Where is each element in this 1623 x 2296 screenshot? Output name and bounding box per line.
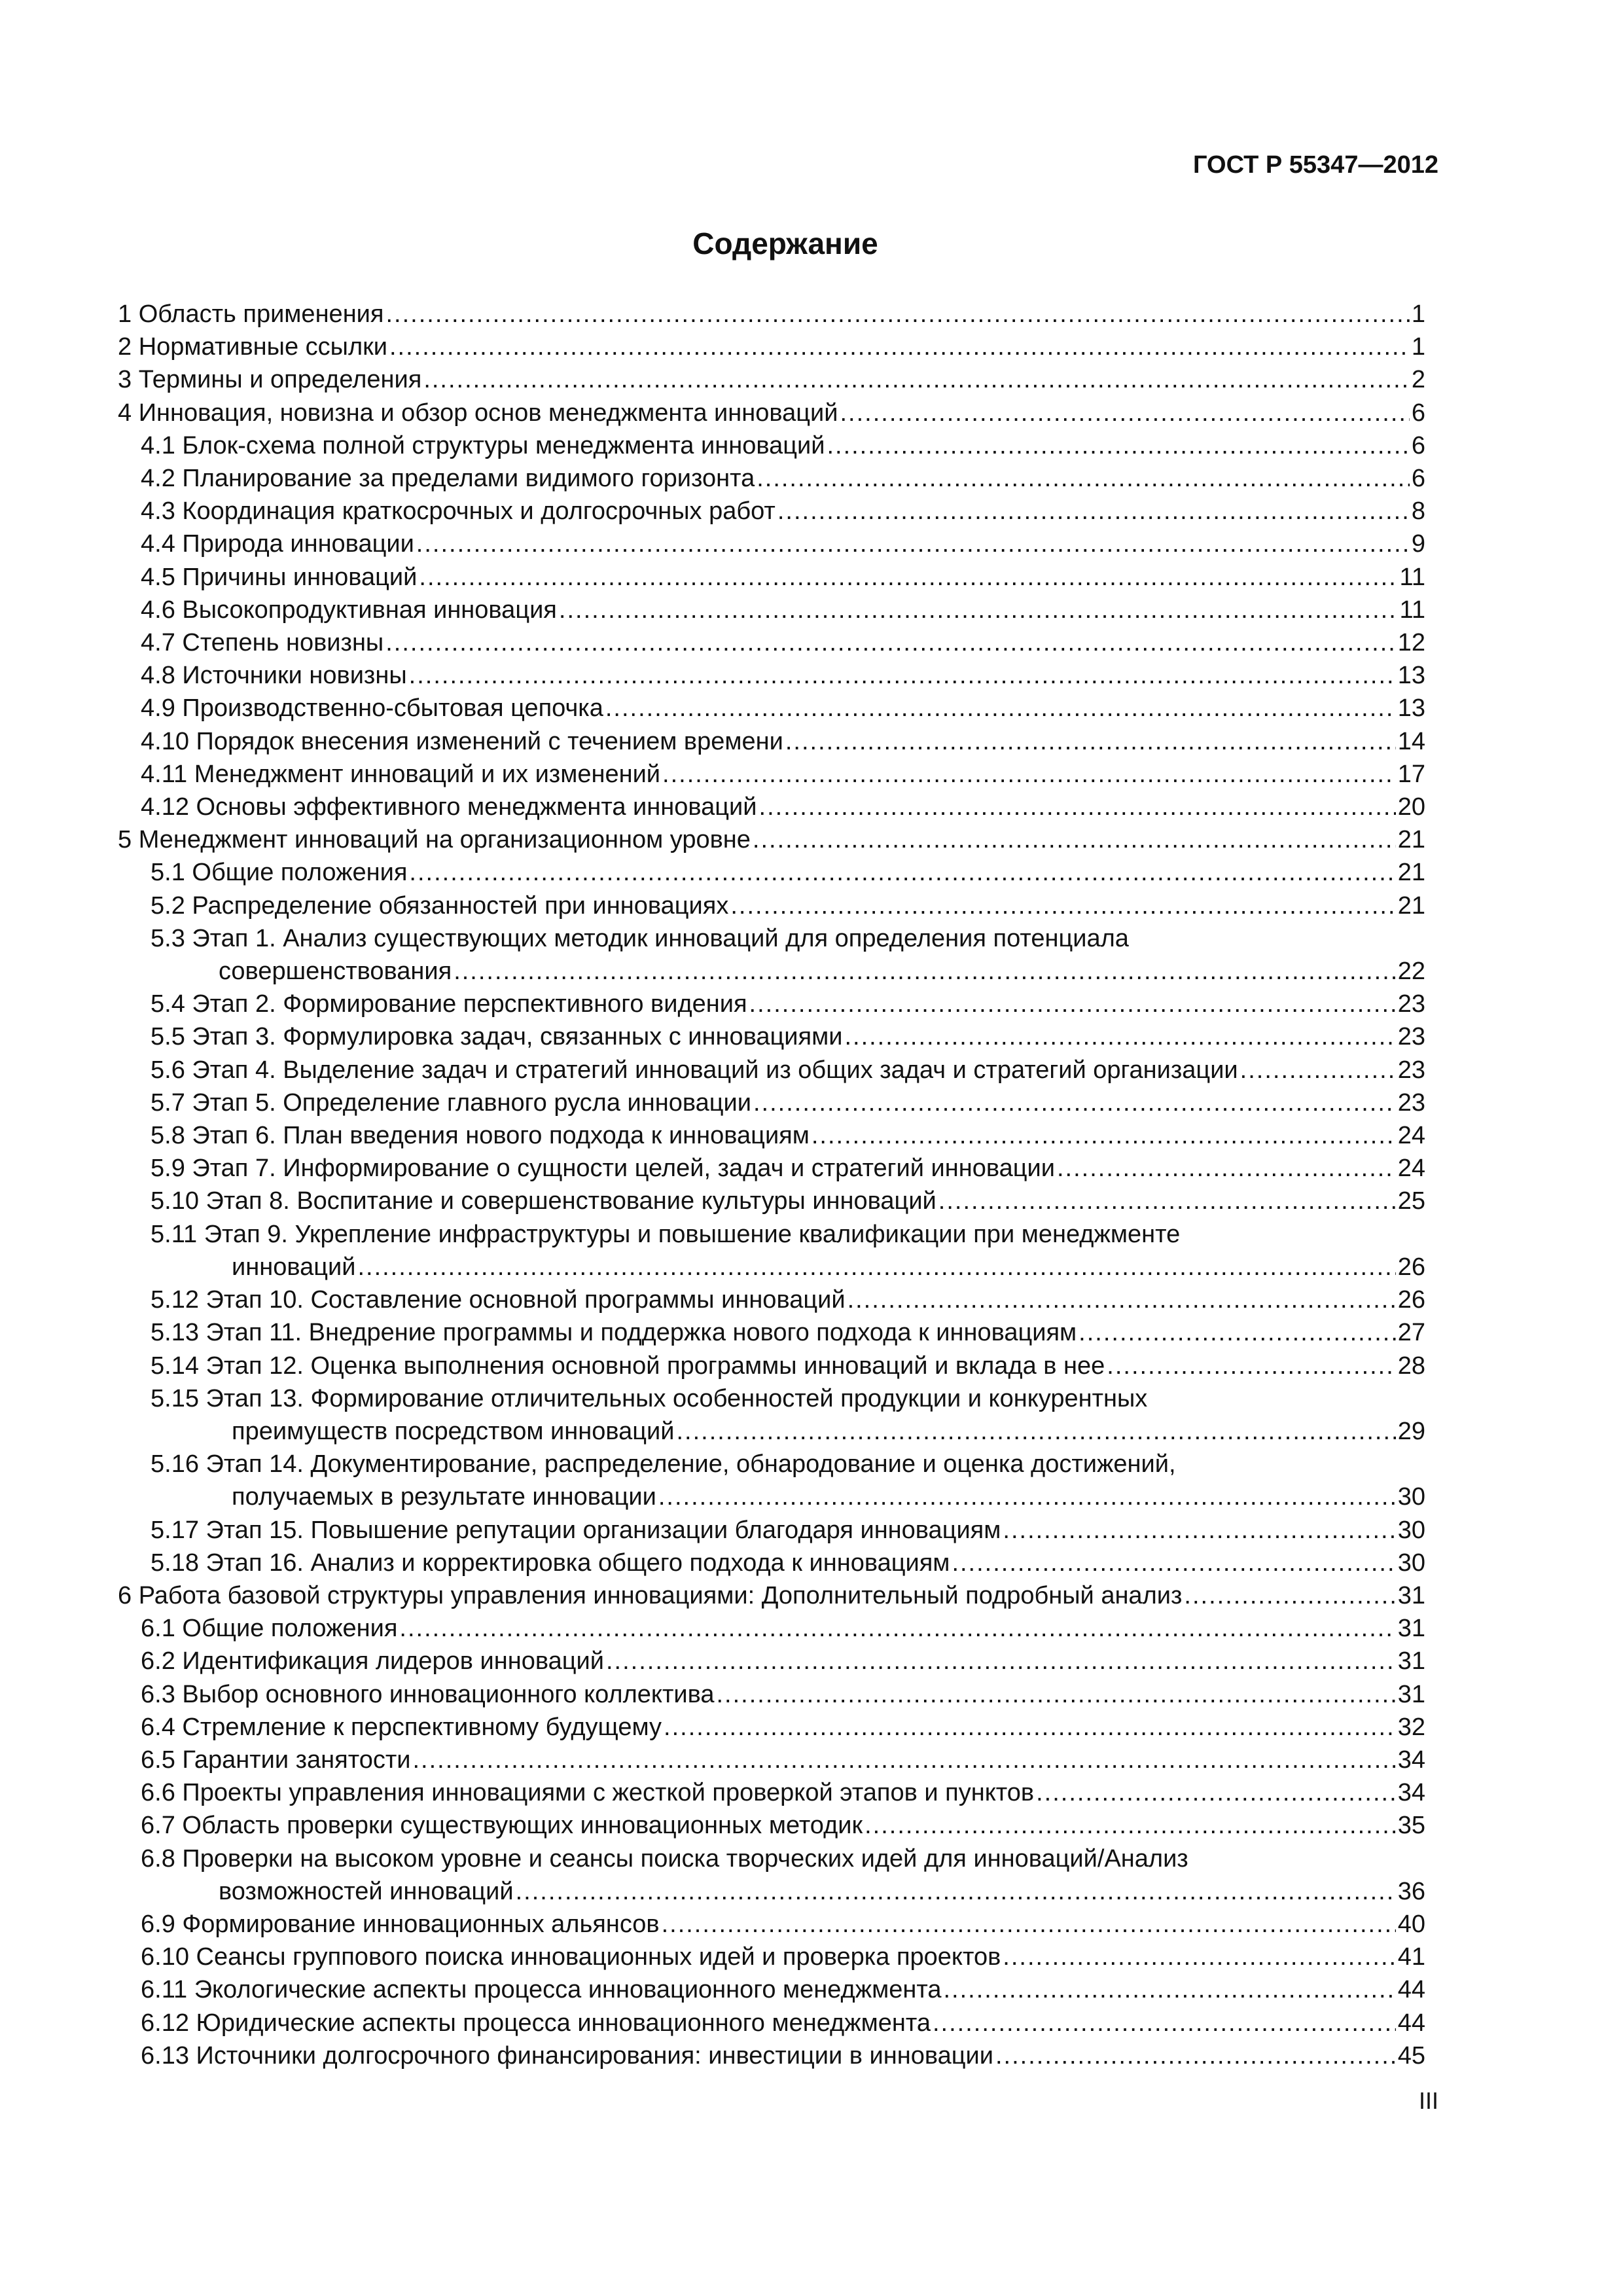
toc-entry: 2 Нормативные ссылки ..... 1 bbox=[118, 331, 1425, 363]
toc-entry-first-line: 5.3 Этап 1. Анализ существующих методик инноваций для определения потенциала bbox=[151, 924, 1129, 952]
toc-entry: 5.6 Этап 4. Выделение задач и стратегий инноваций из общих задач и стратегий организации ..... 23 bbox=[118, 1054, 1425, 1086]
toc-entry-continuation: преимуществ посредством инноваций ..... 29 bbox=[118, 1415, 1425, 1448]
toc-entry: 4.7 Степень новизны ..... 12 bbox=[118, 626, 1425, 659]
toc-entry: 4.11 Менеджмент инноваций и их изменений ..... 17 bbox=[118, 758, 1425, 791]
toc-entry: 5.5 Этап 3. Формулировка задач, связанных с инновациями ..... 23 bbox=[118, 1020, 1425, 1053]
toc-entry: 5.10 Этап 8. Воспитание и совершенствование культуры инноваций ..... 25 bbox=[118, 1185, 1425, 1217]
toc-entry: 6.4 Стремление к перспективному будущему ..... 32 bbox=[118, 1711, 1425, 1744]
toc-entry: 5.14 Этап 12. Оценка выполнения основной программы инноваций и вклада в нее ..... 28 bbox=[118, 1350, 1425, 1382]
toc-entry: 5.12 Этап 10. Составление основной программы инноваций ..... 26 bbox=[118, 1283, 1425, 1316]
toc-entry: 5.1 Общие положения ..... 21 bbox=[118, 856, 1425, 889]
toc-entry: 4.12 Основы эффективного менеджмента инноваций ..... 20 bbox=[118, 791, 1425, 823]
toc-entry: 5.13 Этап 11. Внедрение программы и поддержка нового подхода к инновациям ..... 27 bbox=[118, 1316, 1425, 1349]
toc-entry: 5 Менеджмент инноваций на организационном уровне ..... 21 bbox=[118, 823, 1425, 856]
toc-entry: 4.4 Природа инновации ..... 9 bbox=[118, 528, 1425, 560]
toc-entry-continuation: совершенствования ..... 22 bbox=[118, 955, 1425, 988]
toc-entry-continuation: инноваций ..... 26 bbox=[118, 1251, 1425, 1283]
toc-entry: 6.11 Экологические аспекты процесса инновационного менеджмента ..... 44 bbox=[118, 1973, 1425, 2006]
toc-entry: 4.2 Планирование за пределами видимого горизонта ..... 6 bbox=[118, 462, 1425, 495]
page-number: III bbox=[1418, 2087, 1438, 2114]
toc-entry: 6.5 Гарантии занятости ..... 34 bbox=[118, 1744, 1425, 1776]
toc-entry: 5.9 Этап 7. Информирование о сущности целей, задач и стратегий инновации ..... 24 bbox=[118, 1152, 1425, 1185]
toc-entry-first-line: 5.11 Этап 9. Укрепление инфраструктуры и повышение квалификации при менеджменте bbox=[151, 1220, 1181, 1248]
toc-entry: 6.7 Область проверки существующих инновационных методик ..... 35 bbox=[118, 1809, 1425, 1842]
toc-entry: 5.8 Этап 6. План введения нового подхода к инновациям ..... 24 bbox=[118, 1119, 1425, 1152]
toc-entry: 6.13 Источники долгосрочного финансирования: инвестиции в инновации ..... 45 bbox=[118, 2039, 1425, 2072]
toc-entry: 6.12 Юридические аспекты процесса инновационного менеджмента ..... 44 bbox=[118, 2007, 1425, 2039]
toc-entry: 6.9 Формирование инновационных альянсов ..... 40 bbox=[118, 1908, 1425, 1941]
toc-entry: 4.6 Высокопродуктивная инновация ..... 11 bbox=[118, 594, 1425, 626]
toc-entry: 4 Инновация, новизна и обзор основ менеджмента инноваций ..... 6 bbox=[118, 397, 1425, 429]
toc-entry: 5.4 Этап 2. Формирование перспективного видения ..... 23 bbox=[118, 988, 1425, 1020]
toc-entry: 5.17 Этап 15. Повышение репутации организации благодаря инновациям ..... 30 bbox=[118, 1514, 1425, 1547]
toc-entry: 5.18 Этап 16. Анализ и корректировка общего подхода к инновациям ..... 30 bbox=[118, 1547, 1425, 1579]
toc-entry: 6.1 Общие положения ..... 31 bbox=[118, 1612, 1425, 1645]
toc-entry: 5.2 Распределение обязанностей при инновациях ..... 21 bbox=[118, 889, 1425, 922]
toc-entry: 5.7 Этап 5. Определение главного русла инновации ..... 23 bbox=[118, 1086, 1425, 1119]
toc-entry: 1 Область применения ..... 1 bbox=[118, 298, 1425, 331]
toc-entry-first-line: 6.8 Проверки на высоком уровне и сеансы поиска творческих идей для инноваций/Анализ bbox=[141, 1844, 1188, 1873]
document-standard-header: ГОСТ Р 55347—2012 bbox=[1193, 151, 1438, 179]
toc-entry: 4.8 Источники новизны ..... 13 bbox=[118, 659, 1425, 692]
toc-entry: 6.2 Идентификация лидеров инноваций ..... 31 bbox=[118, 1645, 1425, 1677]
toc-entry: 4.3 Координация краткосрочных и долгосрочных работ ..... 8 bbox=[118, 495, 1425, 528]
toc-entry: 6 Работа базовой структуры управления инновациями: Дополнительный подробный анализ ..... 31 bbox=[118, 1579, 1425, 1612]
table-of-contents bbox=[118, 298, 1425, 2072]
toc-entry-continuation: получаемых в результате инновации ..... 30 bbox=[118, 1480, 1425, 1513]
page-title: Содержание bbox=[692, 226, 878, 260]
toc-entry: 3 Термины и определения ..... 2 bbox=[118, 363, 1425, 396]
toc-entry: 6.6 Проекты управления инновациями с жесткой проверкой этапов и пунктов ..... 34 bbox=[118, 1776, 1425, 1809]
toc-entry: 6.3 Выбор основного инновационного коллектива ..... 31 bbox=[118, 1678, 1425, 1711]
toc-entry: 6.10 Сеансы группового поиска инновационных идей и проверка проектов ..... 41 bbox=[118, 1941, 1425, 1973]
toc-entry-continuation: возможностей инноваций ..... 36 bbox=[118, 1875, 1425, 1908]
toc-entry-first-line: 5.16 Этап 14. Документирование, распределение, обнародование и оценка достижений, bbox=[151, 1450, 1176, 1479]
toc-entry: 4.10 Порядок внесения изменений с течением времени ..... 14 bbox=[118, 725, 1425, 758]
toc-entry-first-line: 5.15 Этап 13. Формирование отличительных особенностей продукции и конкурентных bbox=[151, 1384, 1148, 1412]
toc-entry: 4.5 Причины инноваций ..... 11 bbox=[118, 561, 1425, 594]
toc-entry: 4.1 Блок-схема полной структуры менеджмента инноваций ..... 6 bbox=[118, 429, 1425, 462]
toc-entry: 4.9 Производственно-сбытовая цепочка ..... 13 bbox=[118, 692, 1425, 725]
